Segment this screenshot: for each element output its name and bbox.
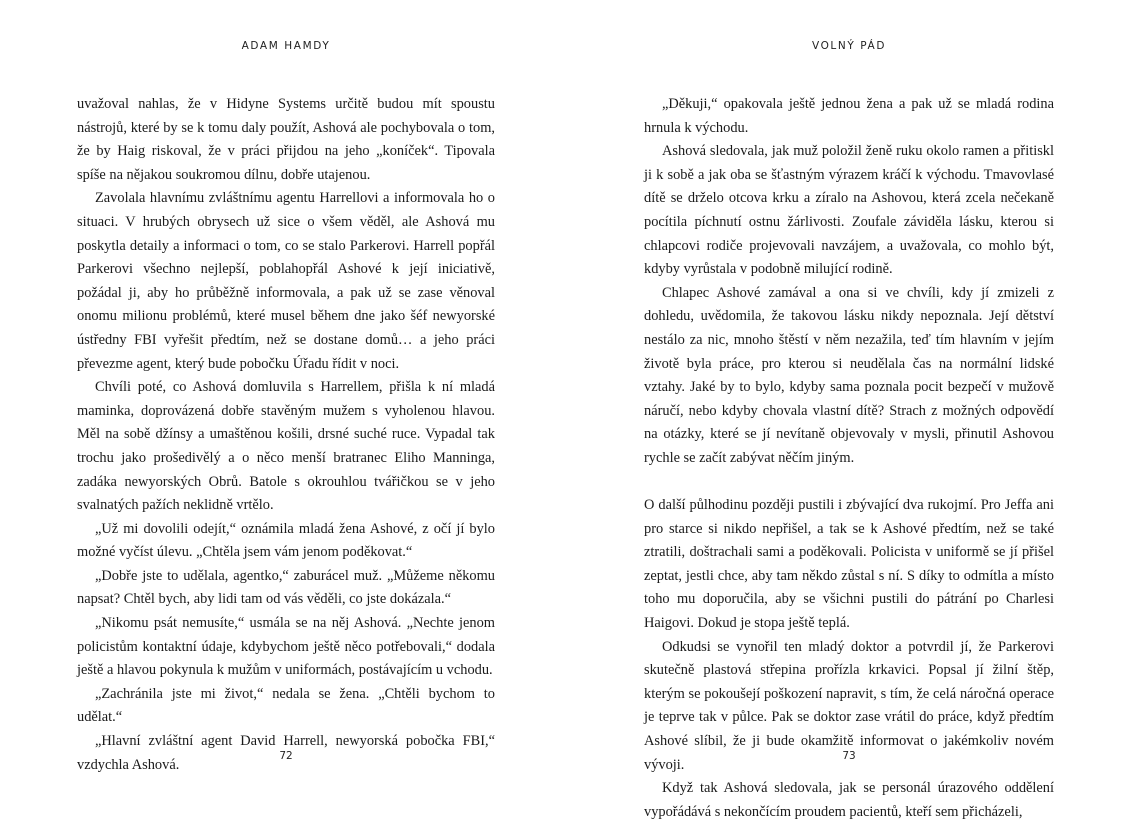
left-page-body — [77, 93, 495, 777]
right-page-body — [644, 93, 1054, 824]
paragraph: uvažoval nahlas, že v Hidyne Systems určitě budou mít spoustu nástrojů, které by se k tomu daly použít, Ashová ale pochybovala o tom, že by Haig riskoval, že v práci přijdou na jeho „koníček“. Tipovala spíše na nějakou soukromou dílnu, dobře utajenou. — [77, 96, 495, 183]
paragraph: „Dobře jste to udělala, agentko,“ zaburácel muž. „Můžeme někomu napsat? Chtěl bych, aby lidi tam od vás věděli, co jste dokázala.“ — [77, 567, 495, 608]
paragraph: „Nikomu psát nemusíte,“ usmála se na něj Ashová. „Nechte jenom policistům kontaktní údaje, kdybychom ještě něco potřebovali,“ dodala ještě a hlavou pokynula k mužům v uniformách, postávajícím u vchodu. — [77, 615, 495, 679]
paragraph: Chlapec Ashové zamával a ona si ve chvíli, kdy jí zmizeli z dohledu, uvědomila, že takovou lásku nikdy nepoznala. Její dětství nestálo za nic, mnoho štěstí v něm nezažila, teď tím hlavním v jejím životě byla práce, pro kterou si neudělala čas na normální lidské vztahy. Jaké by to bylo, kdyby sama poznala pocit bezpečí v mužově náručí, nebo kdyby chovala vlastní dítě? Strach z možných odpovědí na otázky, které se jí nevítaně objevovaly v mysli, přinutil Ashovou rychle se začít zabývat něčím jiným. — [644, 284, 1054, 466]
page-number: 72 — [279, 750, 293, 762]
paragraph: Zavolala hlavnímu zvláštnímu agentu Harrellovi a informovala ho o situaci. V hrubých obrysech už sice o všem věděl, ale Ashová mu poskytla detaily a informaci o tom, co se stalo Parkerovi. Harrell popřál Parkerovi všechno nejlepší, poblahopřál Ashové k její iniciativě, požádal ji, aby ho průběžně informovala, a pak už se zase věnoval onomu milionu problémů, které musel během dne jako šéf newyorské ústředny FBI vyřešit předtím, než se dostane domů… a jeho práci převezme agent, který bude pobočku Úřadu řídit v noci. — [77, 190, 495, 372]
page-number: 73 — [842, 750, 856, 762]
running-head-title: VOLNÝ PÁD — [811, 40, 887, 52]
paragraph: Odkudsi se vynořil ten mladý doktor a potvrdil jí, že Parkerovi skutečně plastová střepina prořízla krkavici. Popsal jí žilní štěp, kterým se pokoušejí poškození napravit, s tím, že celá náročná operace je teprve tak v půlce. Pak se doktor zase vrátil do práce, když předtím Ashové slíbil, že ji bude okamžitě informovat o jakémkoliv novém vývoji. — [644, 638, 1054, 773]
right-page — [644, 0, 1054, 820]
paragraph: Ashová sledovala, jak muž položil ženě ruku okolo ramen a přitiskl ji k sobě a jak oba se šťastným výrazem kráčí k východu. Tmavovlasé dítě se drželo otcova krku a zíralo na Ashovou, která zcela nečekaně pocítila píchnutí ostnu žárlivosti. Zoufale záviděla lásku, kterou si chlapcovi rodiče projevovali navzájem, a uvažovala, co mohlo být, kdyby vyrůstala v podobně milující rodině. — [644, 143, 1054, 278]
paragraph: „Děkuji,“ opakovala ještě jednou žena a pak už se mladá rodina hrnula k východu. — [644, 96, 1054, 136]
paragraph-section-start: O další půlhodinu později pustili i zbývající dva rukojmí. Pro Jeffa ani pro starce si nikdo nepřišel, a tak se k Ashové předtím, než se také ztratili, doštrachali sami a poděkovali. Policista v uniformě se jí přišel zeptat, jestli chce, aby tam někdo zůstal s ní. S díky to odmítla a místo toho mu doporučila, aby se všichni pustili do pátrání po Charlesi Haigovi. Dokud je stopa ještě teplá. — [644, 497, 1054, 632]
running-head-author: ADAM HAMDY — [241, 40, 331, 52]
paragraph: Chvíli poté, co Ashová domluvila s Harrellem, přišla k ní mladá maminka, doprovázená dobře stavěným mužem s vyholenou hlavou. Měl na sobě džínsy a umaštěnou košili, drsné suché ruce. Vypadal tak trochu jako prošedivělý a o něco menší bratranec Eliho Manninga, zadáka newyorských Obrů. Batole s okrouhlou tvářičkou se v jeho svalnatých pažích neklidně vrtělo. — [77, 379, 495, 514]
paragraph: „Hlavní zvláštní agent David Harrell, newyorská pobočka FBI,“ vzdychla Ashová. — [77, 733, 495, 773]
left-page — [77, 0, 495, 800]
paragraph: „Už mi dovolili odejít,“ oznámila mladá žena Ashové, z očí jí bylo možné vyčíst úlevu. „Chtěla jsem vám jenom poděkovat.“ — [77, 520, 495, 561]
paragraph: Když tak Ashová sledovala, jak se personál úrazového oddělení vypořádává s nekončícím proudem pacientů, kteří sem přicházeli, — [644, 780, 1054, 820]
paragraph: „Zachránila jste mi život,“ nedala se žena. „Chtěli bychom to udělat.“ — [77, 685, 495, 726]
